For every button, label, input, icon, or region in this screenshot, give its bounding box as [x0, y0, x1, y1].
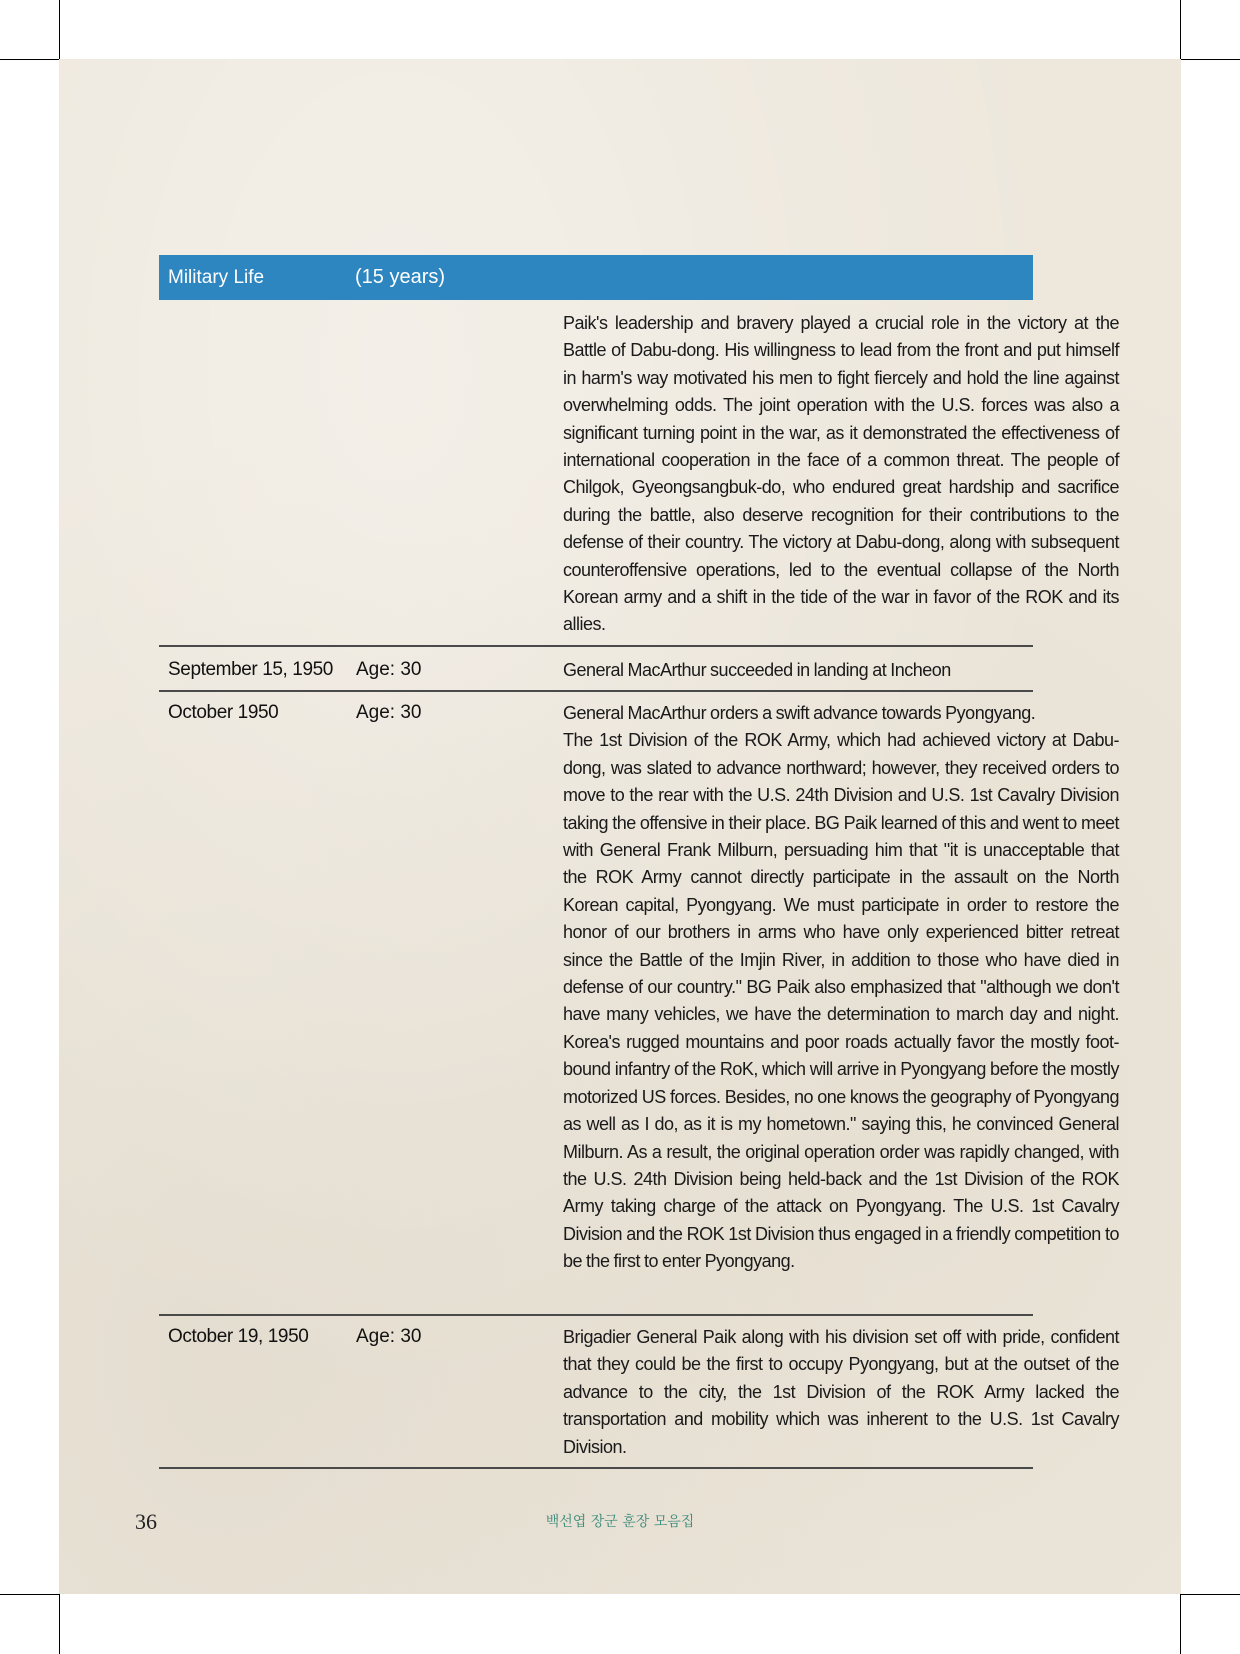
entry-description	[563, 657, 1119, 684]
entry-date: September 15, 1950	[168, 659, 333, 680]
row-divider	[159, 645, 1033, 647]
crop-mark	[59, 0, 60, 60]
crop-mark	[0, 1594, 60, 1595]
row-divider	[159, 690, 1033, 692]
entry-description	[563, 700, 1119, 1276]
crop-mark	[1180, 1594, 1240, 1595]
section-title: Military Life	[168, 267, 265, 288]
entry-description	[563, 1324, 1119, 1461]
book-title-footer: 백선엽 장군 훈장 모음집	[545, 1514, 695, 1530]
entry-text: General MacArthur succeeded in landing at Incheon	[563, 660, 951, 680]
entry-text-first-line: General MacArthur orders a swift advance towards Pyongyang.	[563, 703, 1036, 723]
entry-text: Brigadier General Paik along with his division set off with pride, confident that they could be the first to occupy Pyongyang, but at the outset of the advance to the city, the 1st Division of the ROK Army lacked the transportation and mobility which was inherent to the U.S. 1st Cavalry Division.	[563, 1327, 1119, 1457]
row-divider	[159, 1314, 1033, 1316]
crop-mark	[59, 1594, 60, 1654]
page-number: 36	[135, 1509, 157, 1534]
section-years: (15 years)	[355, 266, 446, 288]
entry-date: October 1950	[168, 702, 279, 723]
entry-date: October 19, 1950	[168, 1326, 309, 1347]
crop-mark	[1180, 0, 1181, 60]
crop-mark	[1180, 1594, 1181, 1654]
entry-age: Age: 30	[356, 659, 422, 680]
document-page	[59, 59, 1181, 1594]
crop-mark	[1180, 59, 1240, 60]
entry-age: Age: 30	[356, 1326, 422, 1347]
entry-age: Age: 30	[356, 702, 422, 723]
intro-paragraph	[563, 310, 1119, 639]
crop-mark	[0, 59, 60, 60]
entry-text: The 1st Division of the ROK Army, which had achieved victory at Dabu-dong, was slated to advance northward; however, they received orders to move to the rear with the U.S. 24th Division and U.S. 1st Cavalry Division taking the offensive in their place. BG Paik learned of this and went to meet with General Frank Milburn, persuading him that "it is unacceptable that the ROK Army cannot directly participate in the assault on the North Korean capital, Pyongyang. We must participate in order to restore the honor of our brothers in arms who have only experienced bitter retreat since the Battle of the Imjin River, in addition to those who have died in defense of our country." BG Paik also emphasized that "although we don't have many vehicles, we have the determination to march day and night. Korea's rugged mountains and poor roads actually favor the mostly foot-bound infantry of the RoK, which will arrive in Pyongyang before the mostly motorized US forces. Besides, no one knows the geography of Pyongyang as well as I do, as it is my hometown." saying this, he convinced General Milburn. As a result, the original operation order was rapidly changed, with the U.S. 24th Division being held-back and the 1st Division of the ROK Army taking charge of the attack on Pyongyang. The U.S. 1st Cavalry Division and the ROK 1st Division thus engaged in a friendly competition to be the first to enter Pyongyang.	[563, 730, 1119, 1272]
intro-text: Paik's leadership and bravery played a crucial role in the victory at the Battle of Dabu-dong. His willingness to lead from the front and put himself in harm's way motivated his men to fight fiercely and hold the line against overwhelming odds. The joint operation with the U.S. forces was also a significant turning point in the war, as it demonstrated the effectiveness of international cooperation in the face of a common threat. The people of Chilgok, Gyeongsangbuk-do, who endured great hardship and sacrifice during the battle, also deserve recognition for their contributions to the defense of their country. The victory at Dabu-dong, along with subsequent counteroffensive operations, led to the eventual collapse of the North Korean army and a shift in the tide of the war in favor of the ROK and its allies.	[563, 313, 1119, 635]
row-divider	[159, 1467, 1033, 1469]
section-header-bar	[159, 255, 1033, 300]
